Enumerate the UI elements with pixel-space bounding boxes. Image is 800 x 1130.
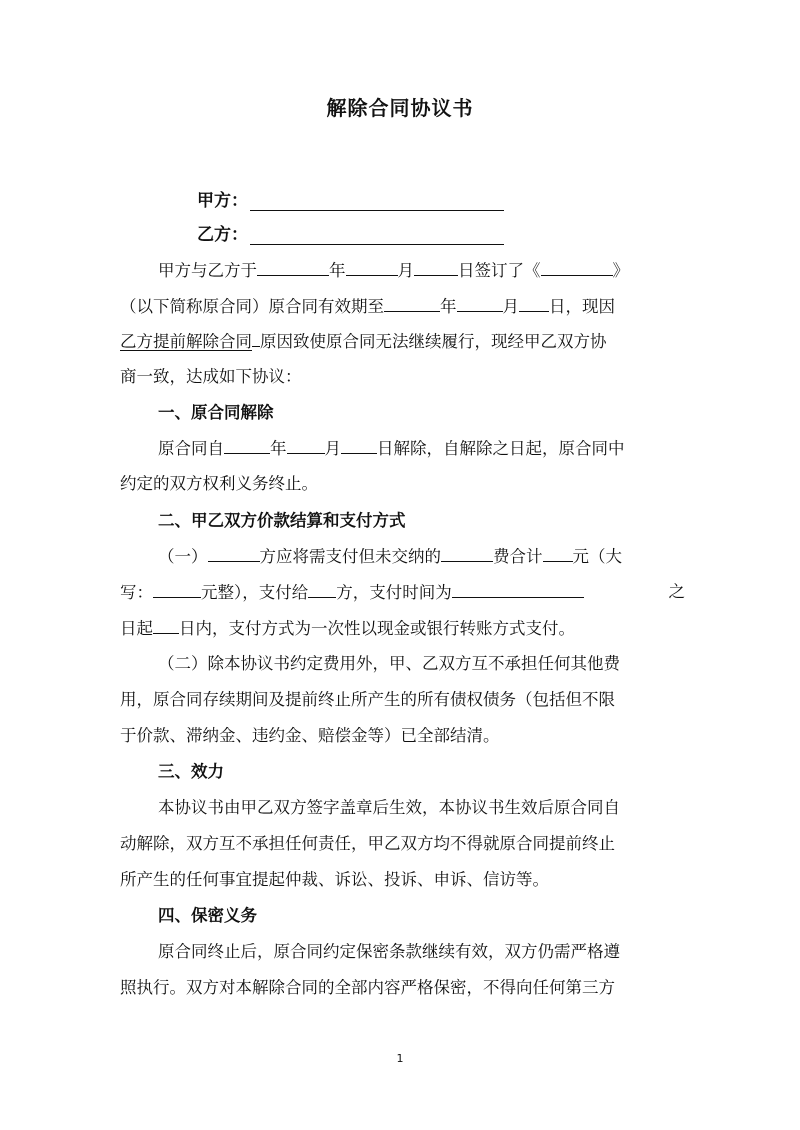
blank: [224, 435, 270, 454]
text: 年: [270, 439, 287, 458]
section-3-heading: 三、效力: [158, 762, 224, 781]
s1-line-1: [158, 435, 685, 461]
blank: [287, 435, 325, 454]
s1-line-2: 约定的双方权利义务终止。: [120, 474, 318, 493]
s2-p2-line-2: 用，原合同存续期间及提前终止所产生的所有债权债务（包括但不限: [120, 690, 615, 709]
text: 费合计: [493, 547, 543, 566]
reason-underlined: 乙方提前解除合同: [120, 332, 252, 351]
s2-p2-line-3: 于价款、滞纳金、违约金、赔偿金等）已全部结清。: [120, 726, 500, 745]
text: 方，支付时间为: [336, 583, 452, 602]
intro-line-2: [120, 293, 685, 319]
text: 甲方与乙方于: [158, 261, 257, 280]
text: 日起: [120, 619, 153, 638]
document-title: 解除合同协议书: [326, 96, 474, 120]
blank: [208, 543, 260, 562]
text: 日解除，自解除之日起，原合同中: [377, 439, 625, 458]
s3-line-3: 所产生的任何事宜提起仲裁、诉讼、投诉、申诉、信访等。: [120, 870, 549, 889]
text: 月: [397, 261, 414, 280]
text: 》: [612, 261, 629, 280]
text: 原因致使原合同无法继续履行，现经甲乙双方协: [260, 332, 607, 351]
blank: [414, 257, 458, 276]
s2-p1-line-3: [120, 615, 685, 641]
s2-p2-line-1: （二）除本协议书约定费用外，甲、乙双方互不承担任何其他费: [158, 654, 620, 673]
party-b-blank: [250, 226, 504, 245]
blank: [346, 257, 398, 276]
party-a-label: 甲方：: [197, 191, 248, 211]
text: （以下简称原合同）原合同有效期至: [120, 297, 384, 316]
section-1-heading: 一、原合同解除: [158, 403, 274, 422]
blank: [457, 293, 503, 312]
segment: [120, 579, 584, 605]
blank: [252, 328, 260, 347]
text: 日，现因: [549, 297, 615, 316]
text: （一）: [158, 547, 208, 566]
text: 月: [324, 439, 341, 458]
section-4-heading: 四、保密义务: [158, 906, 257, 925]
party-a-blank: [250, 192, 504, 211]
blank: [257, 257, 329, 276]
text: 元整），支付给: [201, 583, 309, 602]
blank: [543, 543, 573, 562]
s2-p1-line-2: [120, 579, 685, 605]
intro-line-4: 商一致，达成如下协议：: [120, 367, 302, 386]
text: 方应将需支付但未交纳的: [259, 547, 441, 566]
blank: [441, 543, 493, 562]
text: 原合同自: [158, 439, 224, 458]
intro-line-1: [158, 257, 685, 283]
text: 之: [668, 582, 685, 601]
blank: [452, 579, 584, 598]
page-number: 1: [396, 1052, 404, 1065]
text: 月: [502, 297, 519, 316]
blank: [341, 435, 377, 454]
party-a-row: [197, 186, 504, 211]
s4-line-2: 照执行。双方对本解除合同的全部内容严格保密，不得向任何第三方: [120, 978, 615, 997]
text: 年: [440, 297, 457, 316]
s3-line-1: 本协议书由甲乙双方签字盖章后生效，本协议书生效后原合同自: [158, 798, 620, 817]
blank: [153, 615, 179, 634]
text: 日签订了《: [458, 261, 541, 280]
s3-line-2: 动解除，双方互不承担任何责任，甲乙双方均不得就原合同提前终止: [120, 834, 615, 853]
party-b-row: [197, 220, 504, 245]
blank: [153, 579, 201, 598]
s4-line-1: 原合同终止后，原合同约定保密条款继续有效，双方仍需严格遵: [158, 942, 620, 961]
s2-p1-line-1: [158, 543, 685, 569]
blank: [519, 293, 549, 312]
text: 写：: [120, 583, 153, 602]
blank: [308, 579, 336, 598]
party-b-label: 乙方：: [197, 225, 248, 245]
text: 年: [329, 261, 346, 280]
blank: [541, 257, 613, 276]
text: 日内，支付方式为一次性以现金或银行转账方式支付。: [179, 619, 575, 638]
section-2-heading: 二、甲乙双方价款结算和支付方式: [158, 511, 406, 530]
intro-line-3: [120, 328, 685, 354]
blank: [384, 293, 440, 312]
text: 元（大: [572, 547, 622, 566]
